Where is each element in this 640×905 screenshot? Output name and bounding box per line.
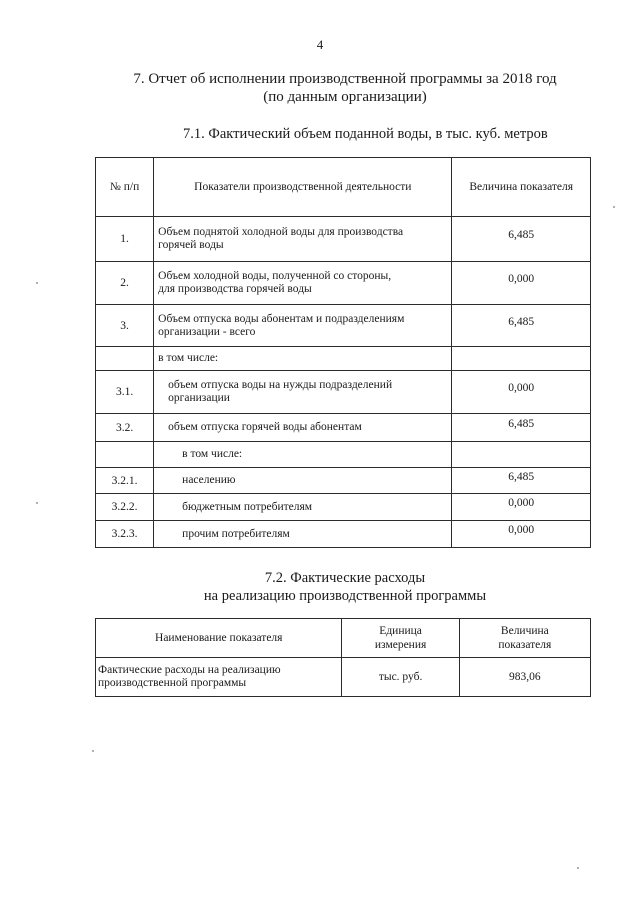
row-indicator-line1: Объем холодной воды, полученной со стороны, [158,270,392,282]
table-row [96,658,591,697]
row-indicator [154,494,452,521]
row-value-text: 6,485 [508,229,535,241]
row-indicator-line1: объем отпуска горячей воды абонентам [168,421,362,433]
row-value-text: 0,000 [508,273,535,285]
header-unit-line2: измерения [374,639,427,651]
row-value-text: 0,000 [508,524,535,536]
scan-dot [92,750,94,752]
row-indicator-line1: прочим потребителям [182,527,290,540]
row-name-line1: Фактические расходы на реализацию [98,664,281,676]
row-value-text: 0,000 [508,497,535,509]
row-indicator [154,521,452,548]
row-number: 3.1. [96,371,154,414]
expenses-table [95,618,591,697]
cost-table-title-line2: на реализацию производственной программы [203,588,487,604]
row-indicator-line1: населению [182,474,236,486]
header-name: Наименование показателя [96,619,342,658]
scan-dot [577,867,579,869]
row-value-text: 6,485 [508,315,535,328]
row-indicator-line2: горячей воды [158,239,224,251]
row-number: 1. [96,217,154,262]
table-row [96,347,591,371]
row-value-text: 6,485 [508,417,535,430]
water-volume-table [95,157,591,548]
row-value [452,414,591,442]
table-row [96,262,591,305]
header-value [459,619,590,658]
cost-table-title-line1: 7.2. Фактические расходы [264,570,426,586]
row-value [452,371,591,414]
row-indicator [154,262,452,305]
row-number: 3.2.2. [96,494,154,521]
page-number: 4 [316,37,324,52]
table-row [96,305,591,347]
row-indicator [154,442,452,468]
row-value-text: 6,485 [508,470,535,483]
table-row [96,494,591,521]
scan-dot [36,282,38,284]
row-indicator-line2: организации - всего [158,325,256,338]
row-number [96,442,154,468]
row-indicator [154,305,452,347]
row-indicator [154,217,452,262]
row-name [96,658,342,697]
row-indicator-line1: Объем поднятой холодной воды для производства [158,226,404,238]
row-number: 3. [96,305,154,347]
row-indicator-line1: в том числе: [182,448,243,460]
row-number [96,347,154,371]
row-indicator-line1: объем отпуска воды на нужды подразделений [168,379,393,391]
row-value [452,468,591,494]
header-unit [342,619,459,658]
row-indicator [154,414,452,442]
row-indicator [154,371,452,414]
section-title-line2: (по данным организации) [263,89,427,105]
table-row [96,371,591,414]
section-title [0,70,640,106]
water-table-title: 7.1. Фактический объем поданной воды, в тыс. куб. метров [183,126,548,142]
section-title-line1: 7. Отчет об исполнении производственной программы за 2018 год [133,71,557,87]
row-value [452,442,591,468]
table-row [96,468,591,494]
row-indicator-line1: Объем отпуска воды абонентам и подразделениям [158,312,405,325]
row-value [452,305,591,347]
row-indicator-line1: бюджетным потребителям [182,500,313,513]
row-value-text: 0,000 [508,382,535,394]
header-value: Величина показателя [452,158,591,217]
row-value [452,494,591,521]
row-value [452,262,591,305]
row-indicator-line1: в том числе: [158,352,219,364]
row-value [452,217,591,262]
scan-dot [36,502,38,504]
row-number: 3.2. [96,414,154,442]
row-indicator-line2: организации [168,392,230,404]
header-indicator: Показатели производственной деятельности [154,158,452,217]
cost-table-title [0,569,640,605]
row-name-line2: производственной программы [98,677,247,689]
table-row [96,521,591,548]
row-number: 3.2.1. [96,468,154,494]
table-header-row [96,158,591,217]
row-value [452,347,591,371]
row-value [452,521,591,548]
table-header-row [96,619,591,658]
header-number: № п/п [96,158,154,217]
header-unit-line1: Единица [379,625,422,637]
row-indicator [154,468,452,494]
row-value: 983,06 [459,658,590,697]
row-number: 2. [96,262,154,305]
scan-dot [613,206,615,208]
table-row [96,217,591,262]
table-row [96,414,591,442]
header-value-line2: показателя [498,639,552,651]
header-value-line1: Величина [500,625,549,637]
table-row [96,442,591,468]
row-indicator-line2: для производства горячей воды [158,283,312,295]
row-number: 3.2.3. [96,521,154,548]
row-unit: тыс. руб. [342,658,459,697]
row-indicator [154,347,452,371]
